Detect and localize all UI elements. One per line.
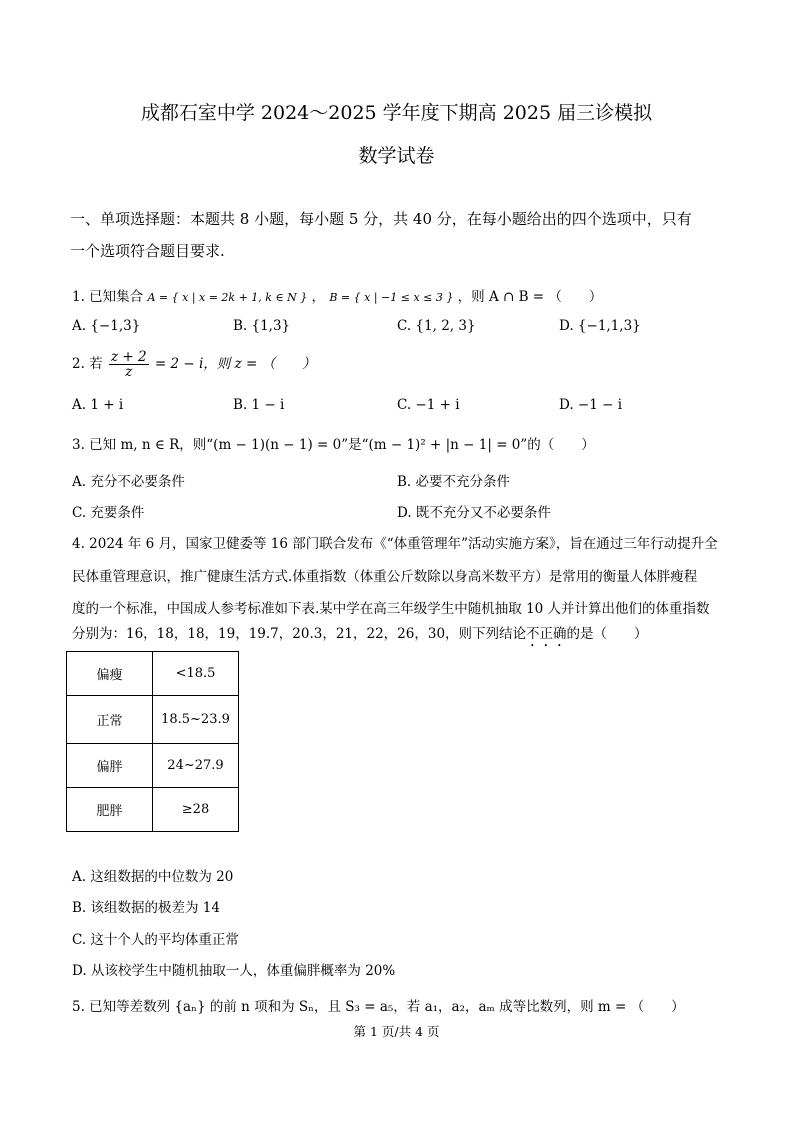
question-5-stem: 5. 已知等差数列 {aₙ} 的前 n 项和为 Sₙ，且 S₃ = a₅，若 a₁，a₂，aₘ 成等比数列，则 m = （ ）: [72, 999, 685, 1015]
q2-option-c: C. −1 + i: [397, 397, 460, 413]
bmi-range: 18.5~23.9: [153, 696, 239, 744]
section1-heading-line1: 一、单项选择题：本题共 8 小题，每小题 5 分，共 40 分，在每小题给出的四个选项中，只有: [70, 210, 692, 228]
bmi-category: 偏胖: [67, 744, 153, 788]
q2-fraction: [109, 350, 149, 379]
question-3-stem: 3. 已知 m, n ∈ R，则“(m − 1)(n − 1) = 0”是“(m − 1)² + |n − 1| = 0”的（ ）: [72, 437, 595, 453]
q2-fraction-numerator: z + 2: [110, 349, 147, 365]
question-2-stem: [72, 350, 316, 379]
q1-option-b: B. {1,3}: [233, 318, 291, 334]
q2-rhs: = 2 − i，则 z = （ ）: [154, 356, 316, 373]
q2-option-a: A. 1 + i: [72, 397, 124, 413]
q4-option-b: B. 该组数据的极差为 14: [72, 900, 220, 916]
section1-heading-line2: 一个选项符合题目要求.: [70, 242, 225, 260]
bmi-category: 偏瘦: [67, 652, 153, 696]
q4-line4-start: 分别为：16，18，18，19，19.7，20.3，21，22，26，30，则下列结论: [72, 626, 527, 642]
question-4-line3: 度的一个标准，中国成人参考标准如下表.某中学在高三年级学生中随机抽取 10 人并计算出他们的体重指数: [72, 601, 710, 617]
q1-option-a: A. {−1,3}: [72, 318, 141, 334]
page-title-line2: 数学试卷: [358, 145, 435, 167]
question-4-line1: 4. 2024 年 6 月，国家卫健委等 16 部门联合发布《“体重管理年”活动实施方案》，旨在通过三年行动提升全: [72, 536, 718, 552]
q4-line4-end: 的是（ ）: [566, 626, 648, 642]
q1-prefix: 1. 已知集合: [72, 289, 144, 305]
q1-set-a: A = { x | x = 2k + 1, k ∈ N }: [147, 291, 308, 304]
q1-option-c: C. {1, 2, 3}: [397, 318, 476, 334]
bmi-range: ≥28: [153, 788, 239, 832]
bmi-category: 正常: [67, 696, 153, 744]
bmi-category: 肥胖: [67, 788, 153, 832]
q1-option-d: D. {−1,1,3}: [559, 318, 641, 334]
q2-option-b: B. 1 − i: [233, 397, 285, 413]
table-row: [67, 652, 239, 696]
question-1-stem: 1. 已知集合 A = { x | x = 2k + 1, k ∈ N } ， B = { x | −1 ≤ x ≤ 3 } ，则 A ∩ B = （ ）: [72, 289, 603, 305]
q4-option-a: A. 这组数据的中位数为 20: [72, 869, 234, 885]
q2-option-d: D. −1 − i: [559, 397, 623, 413]
table-row: [67, 788, 239, 832]
q1-set-b: B = { x | −1 ≤ x ≤ 3 }: [329, 291, 454, 304]
bmi-range: 24~27.9: [153, 744, 239, 788]
q4-emphasis-not-correct: 不正确: [526, 626, 567, 642]
q3-option-a: A. 充分不必要条件: [72, 474, 185, 490]
q1-suffix: ，则 A ∩ B = （ ）: [457, 289, 603, 305]
q3-option-d: D. 既不充分又不必要条件: [397, 505, 551, 521]
q4-option-d: D. 从该校学生中随机抽取一人，体重偏胖概率为 20%: [72, 963, 396, 979]
table-row: [67, 696, 239, 744]
bmi-reference-table: [66, 651, 239, 832]
q2-prefix: 2. 若: [72, 356, 103, 373]
question-4-line4: [72, 622, 648, 650]
bmi-range: <18.5: [153, 652, 239, 696]
q2-fraction-denominator: z: [125, 364, 133, 381]
q4-option-c: C. 这十个人的平均体重正常: [72, 932, 239, 948]
table-row: [67, 744, 239, 788]
question-4-line2: 民体重管理意识，推广健康生活方式.体重指数（体重公斤数除以身高米数平方）是常用的衡量人体胖瘦程: [72, 569, 698, 585]
q3-option-c: C. 充要条件: [72, 505, 145, 521]
page-number-footer: 第 1 页/共 4 页: [353, 1024, 440, 1039]
q3-option-b: B. 必要不充分条件: [397, 474, 511, 490]
page-title-line1: 成都石室中学 2024～2025 学年度下期高 2025 届三诊模拟: [140, 102, 653, 124]
